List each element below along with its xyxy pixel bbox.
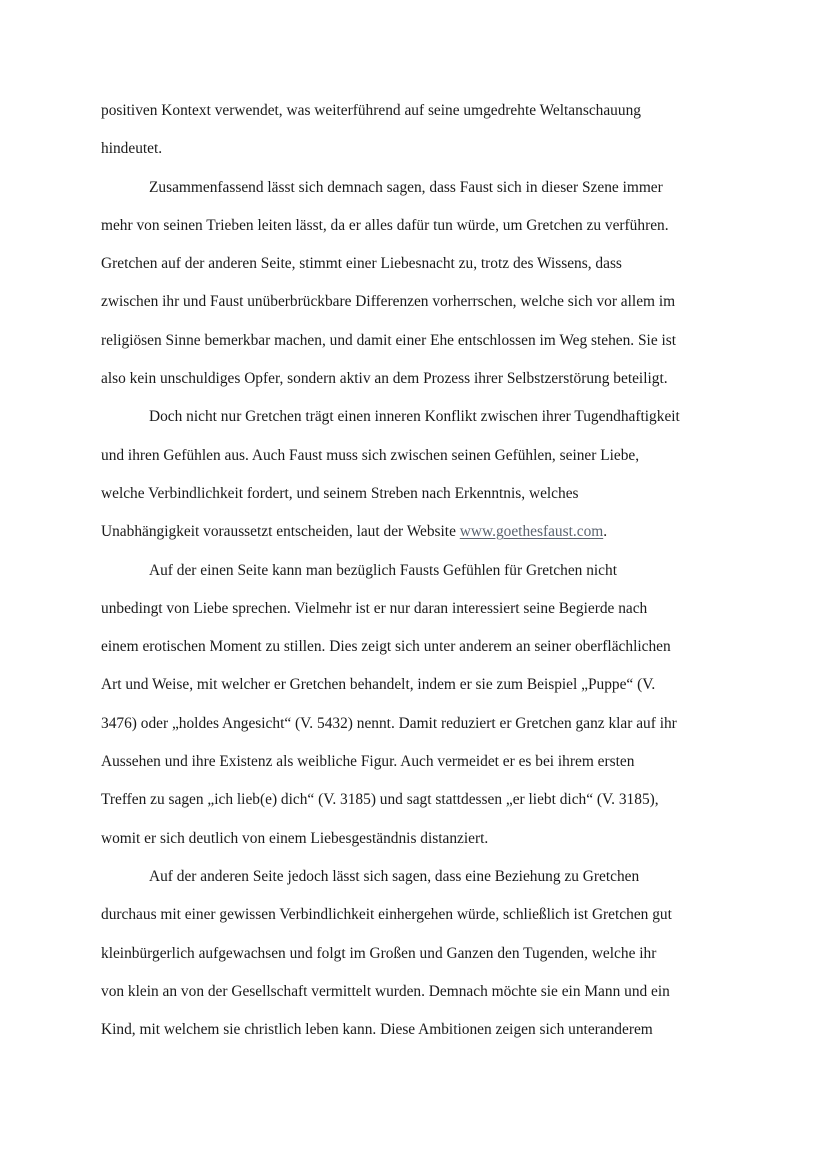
- line-text: welche Verbindlichkeit fordert, und seinem Streben nach Erkenntnis, welches: [101, 484, 579, 502]
- text-line: [101, 597, 729, 635]
- line-text: unbedingt von Liebe sprechen. Vielmehr ist er nur daran interessiert seine Begierde nach: [101, 599, 648, 617]
- line-text: und ihren Gefühlen aus. Auch Faust muss sich zwischen seinen Gefühlen, seiner Liebe,: [101, 446, 640, 464]
- line-text: Aussehen und ihre Existenz als weibliche Figur. Auch vermeidet er es bei ihrem ersten: [101, 753, 635, 771]
- text-line: [101, 290, 729, 328]
- text-line: [101, 367, 729, 405]
- line-text: Zusammenfassend lässt sich demnach sagen, dass Faust sich in dieser Szene immer: [149, 178, 663, 196]
- text-line: [101, 750, 729, 788]
- line-text: Treffen zu sagen „ich lieb(e) dich“ (V. 3185) und sagt stattdessen „er liebt dich“ (V. 3185),: [101, 791, 659, 809]
- text-line: [101, 137, 729, 175]
- line-text: kleinbürgerlich aufgewachsen und folgt im Großen und Ganzen den Tugenden, welche ihr: [101, 944, 657, 962]
- line-text: Kind, mit welchem sie christlich leben kann. Diese Ambitionen zeigen sich unteranderem: [101, 1021, 653, 1039]
- text-line: [101, 329, 729, 367]
- text-line: [101, 99, 729, 137]
- text-line: [101, 788, 729, 826]
- text-line: [101, 405, 729, 443]
- text-line: [101, 214, 729, 252]
- text-line: [101, 444, 729, 482]
- line-text: mehr von seinen Trieben leiten lässt, da er alles dafür tun würde, um Gretchen zu verführen.: [101, 216, 669, 234]
- text-line: [101, 252, 729, 290]
- text-line: [101, 942, 729, 980]
- line-text: zwischen ihr und Faust unüberbrückbare Differenzen vorherrschen, welche sich vor allem im: [101, 293, 676, 311]
- line-text: Auf der einen Seite kann man bezüglich Fausts Gefühlen für Gretchen nicht: [149, 561, 617, 579]
- text-line: [101, 980, 729, 1018]
- line-text: also kein unschuldiges Opfer, sondern aktiv an dem Prozess ihrer Selbstzerstörung beteiligt.: [101, 370, 668, 388]
- line-text: Auf der anderen Seite jedoch lässt sich sagen, dass eine Beziehung zu Gretchen: [149, 867, 640, 885]
- line-text: hindeutet.: [101, 140, 163, 158]
- line-text: Doch nicht nur Gretchen trägt einen inneren Konflikt zwischen ihrer Tugendhaftigkeit: [149, 408, 680, 426]
- text-line: [101, 176, 729, 214]
- website-link[interactable]: www.goethesfaust.com: [459, 523, 604, 541]
- line-text: von klein an von der Gesellschaft vermittelt wurden. Demnach möchte sie ein Mann und ein: [101, 982, 670, 1000]
- text-line: [101, 865, 729, 903]
- line-text: 3476) oder „holdes Angesicht“ (V. 5432) nennt. Damit reduziert er Gretchen ganz klar auf ihr: [101, 714, 677, 732]
- line-text: religiösen Sinne bemerkbar machen, und damit einer Ehe entschlossen im Weg stehen. Sie ist: [101, 331, 677, 349]
- text-line: [101, 520, 729, 558]
- text-line: [101, 903, 729, 941]
- line-text: durchaus mit einer gewissen Verbindlichkeit einhergehen würde, schließlich ist Gretchen gut: [101, 906, 672, 924]
- line-text: Unabhängigkeit voraussetzt entscheiden, laut der Website: [101, 523, 460, 541]
- body-text: [101, 99, 729, 1056]
- text-line: [101, 1018, 729, 1056]
- text-line: [101, 827, 729, 865]
- line-text: Gretchen auf der anderen Seite, stimmt einer Liebesnacht zu, trotz des Wissens, dass: [101, 255, 622, 273]
- line-text: positiven Kontext verwendet, was weiterführend auf seine umgedrehte Weltanschauung: [101, 102, 641, 119]
- line-punctuation: .: [603, 523, 608, 541]
- text-line: [101, 559, 729, 597]
- text-line: [101, 673, 729, 711]
- text-line: [101, 712, 729, 750]
- line-text: womit er sich deutlich von einem Liebesgeständnis distanziert.: [101, 829, 489, 847]
- text-line: [101, 635, 729, 673]
- text-line: [101, 482, 729, 520]
- line-text: Art und Weise, mit welcher er Gretchen behandelt, indem er sie zum Beispiel „Puppe“ (V.: [101, 676, 656, 694]
- line-text: einem erotischen Moment zu stillen. Dies zeigt sich unter anderem an seiner oberflächlichen: [101, 638, 671, 656]
